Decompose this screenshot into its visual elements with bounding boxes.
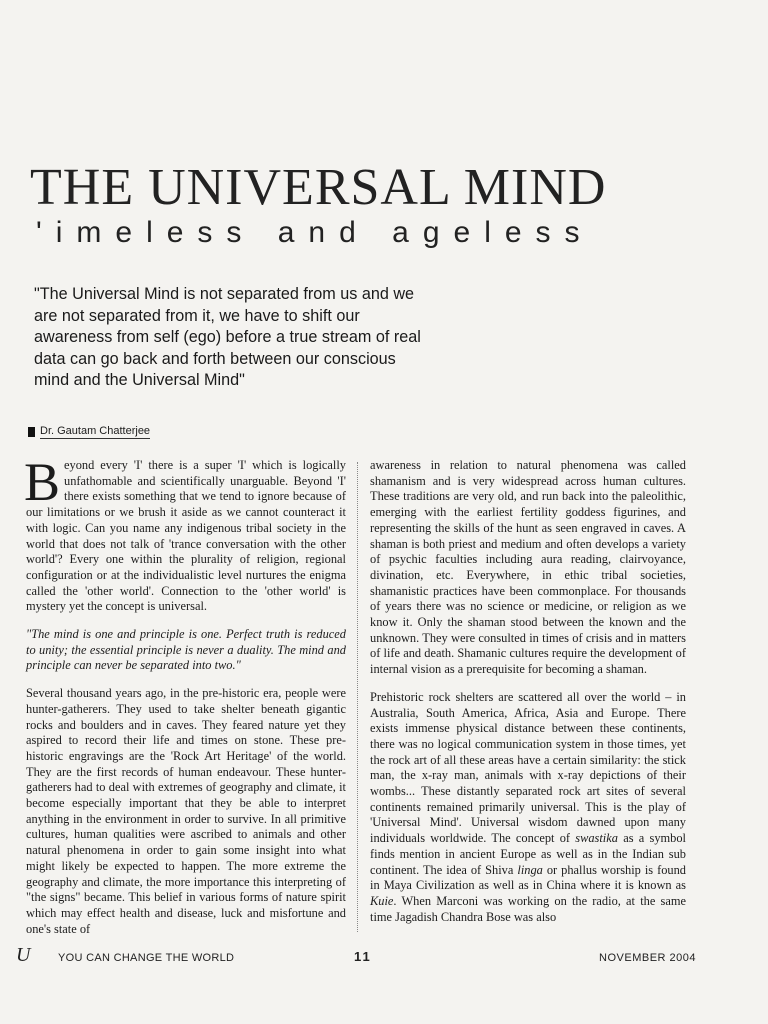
paragraph-5 xyxy=(370,690,686,926)
pull-quote: "The Universal Mind is not separated from us and we are not separated from it, we have to shift our awareness from self (ego) before a true stream of real data can go back and forth between our conscious mind and the Universal Mind" xyxy=(34,285,421,390)
page-number: 11 xyxy=(354,949,372,964)
italic-quote-paragraph: "The mind is one and principle is one. Perfect truth is reduced to unity; the essential principle is never a duality. The mind and principle can never be separated into two." xyxy=(26,627,346,673)
article-subtitle: 'imeless and ageless xyxy=(36,216,594,249)
term-kuie: Kuie xyxy=(370,893,394,908)
byline-square-icon xyxy=(28,427,35,437)
author-name: Dr. Gautam Chatterjee xyxy=(40,425,151,437)
paragraph-4: awareness in relation to natural phenomena was called shamanism and is very widespread across human cultures. These traditions are very old, and run back into the paleolithic, emerging with the earliest fertility goddess figurines, and representing the skills of the hunt as seen engraved in caves. A shaman is both priest and medium and often develops a variety of psychic faculties including aura reading, clairvoyance, divination, etc. Everywhere, in ethic tribal societies, shamanistic practices have been commonplace. For thousands of years there was no science or medicine, or religion as we know it. Only the shaman stood between the known and the unknown. They were consulted in times of crisis and in matters of life and death. Shamanic cultures require the development of internal vision as a prerequisite for becoming a shaman. xyxy=(370,458,686,677)
author-byline xyxy=(28,425,150,439)
paragraph-1-text: eyond every 'I' there is a super 'I' which is logically unfathomable and scientifically unarguable. Beyond 'I' there exists something that we tend to ignore because of our limitations or we brush it aside as we cannot counteract it with logic. Can you name any indigenous tribal society in the world that does not talk of 'trance conversation with the other world'? Every one within the plurality of religion, regional configuration or at the individualistic level nurtures the enigma called the 'other world'. Connection to the 'other world' is mystery yet the concept is universal. xyxy=(26,458,346,614)
term-swastika: swastika xyxy=(575,831,618,846)
issue-date: NOVEMBER 2004 xyxy=(599,952,696,964)
term-linga: linga xyxy=(517,862,543,877)
article-title: THE UNIVERSAL MIND xyxy=(30,159,607,216)
p5-text-a: Prehistoric rock shelters are scattered all over the world – in Australia, South America, Africa, Asia and Europe. There exists immense physical distance between these continents, there was no logical communication system in those times, yet the rock art of all these areas have a certain similarity: the stick man, the x-ray man, animals with x-ray depictions of their wombs... These distantly separated rock art sites of several continents remained primarily universal. This is the play of 'Universal Mind'. Universal wisdom dawned upon many individuals worldwide. The concept of xyxy=(370,689,686,846)
magazine-logo: U xyxy=(16,944,31,966)
left-column xyxy=(24,452,346,949)
p5-text-c: or phallus worship is found in Maya Civilization as well as in China where it is known as xyxy=(370,862,687,893)
page-footer xyxy=(16,944,696,970)
column-divider xyxy=(357,462,358,932)
paragraph-1 xyxy=(24,452,346,615)
magazine-name: YOU CAN CHANGE THE WORLD xyxy=(58,952,235,964)
drop-cap: B xyxy=(24,452,61,512)
paragraph-3: Several thousand years ago, in the pre-historic era, people were hunter-gatherers. They used to take shelter beneath gigantic rocks and boulders and in caves. They feared nature yet they aspired to record their life and times on stone. These pre-historic engravings are the 'Rock Art Heritage' of the world. They are the first records of human endeavour. These hunter-gatherers had to deal with extremes of geography and climate, it become especially important that they be able to interpret anything in the environment in order to survive. In all primitive cultures, human qualities were ascribed to animals and other natural phenomena in order to gain some insight into what might likely be expected to happen. The more extreme the geography and climate, the more importance this interpreting of "the signs" became. This belief in various forms of nature spirit which may effect health and disease, luck and misfortune and one's state of xyxy=(26,686,346,936)
right-column xyxy=(370,458,686,937)
p5-text-d: . When Marconi was working on the radio, at the same time Jagadish Chandra Bose was also xyxy=(370,893,686,924)
p5-text-b: as a symbol finds mention in ancient Europe as well as in the Indian sub continent. The idea of Shiva xyxy=(370,831,686,877)
